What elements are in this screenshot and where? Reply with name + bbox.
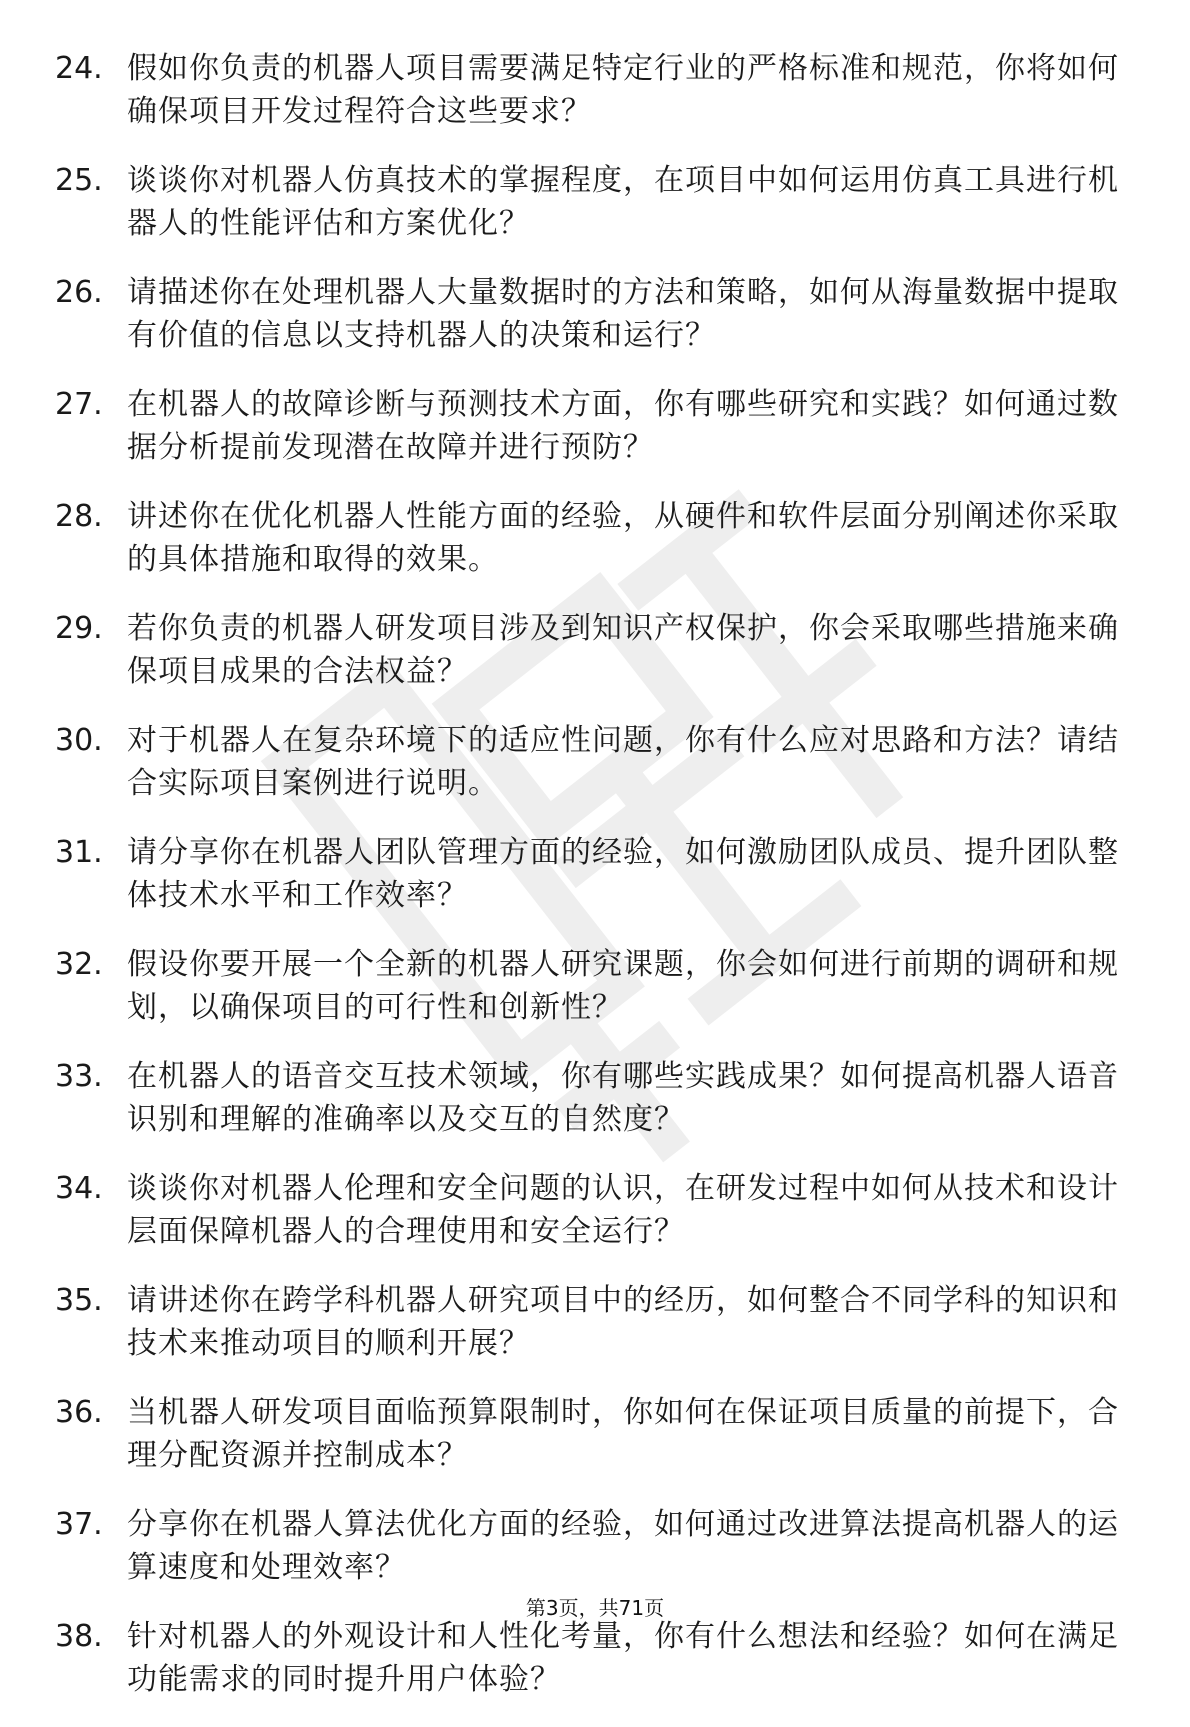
question-item — [55, 943, 1135, 1029]
question-number: 33. — [55, 1059, 103, 1094]
question-text: 当机器人研发项目面临预算限制时，你如何在保证项目质量的前提下，合理分配资源并控制成本？ — [127, 1395, 1119, 1473]
question-number: 25. — [55, 163, 103, 198]
question-text: 假如你负责的机器人项目需要满足特定行业的严格标准和规范，你将如何确保项目开发过程符合这些要求？ — [127, 51, 1119, 129]
question-item — [55, 719, 1135, 805]
question-item — [55, 47, 1135, 133]
question-item — [55, 495, 1135, 581]
question-item — [55, 1279, 1135, 1365]
question-text: 若你负责的机器人研发项目涉及到知识产权保护，你会采取哪些措施来确保项目成果的合法权益？ — [127, 611, 1119, 689]
question-text: 对于机器人在复杂环境下的适应性问题，你有什么应对思路和方法？请结合实际项目案例进行说明。 — [127, 723, 1119, 801]
question-text: 谈谈你对机器人仿真技术的掌握程度，在项目中如何运用仿真工具进行机器人的性能评估和方案优化？ — [127, 163, 1119, 241]
question-text: 假设你要开展一个全新的机器人研究课题，你会如何进行前期的调研和规划，以确保项目的可行性和创新性？ — [127, 947, 1119, 1025]
question-number: 28. — [55, 499, 103, 534]
question-text: 请讲述你在跨学科机器人研究项目中的经历，如何整合不同学科的知识和技术来推动项目的顺利开展？ — [127, 1283, 1119, 1361]
question-text: 谈谈你对机器人伦理和安全问题的认识，在研发过程中如何从技术和设计层面保障机器人的合理使用和安全运行？ — [127, 1171, 1119, 1249]
question-item — [55, 831, 1135, 917]
question-number: 26. — [55, 275, 103, 310]
question-text: 针对机器人的外观设计和人性化考量，你有什么想法和经验？如何在满足功能需求的同时提升用户体验？ — [127, 1619, 1119, 1697]
page-footer: 第3页，共71页 — [525, 1596, 665, 1620]
question-item — [55, 1391, 1135, 1477]
question-item — [55, 1503, 1135, 1589]
question-item — [55, 1615, 1135, 1701]
question-text: 分享你在机器人算法优化方面的经验，如何通过改进算法提高机器人的运算速度和处理效率？ — [127, 1507, 1119, 1585]
question-text: 在机器人的语音交互技术领域，你有哪些实践成果？如何提高机器人语音识别和理解的准确率以及交互的自然度？ — [127, 1059, 1119, 1137]
question-text: 讲述你在优化机器人性能方面的经验，从硬件和软件层面分别阐述你采取的具体措施和取得的效果。 — [127, 499, 1119, 577]
question-item — [55, 1167, 1135, 1253]
question-number: 34. — [55, 1171, 103, 1206]
question-item — [55, 383, 1135, 469]
question-item — [55, 271, 1135, 357]
question-text: 在机器人的故障诊断与预测技术方面，你有哪些研究和实践？如何通过数据分析提前发现潜在故障并进行预防？ — [127, 387, 1119, 465]
question-number: 38. — [55, 1619, 103, 1654]
question-number: 37. — [55, 1507, 103, 1542]
question-number: 24. — [55, 51, 103, 86]
question-item — [55, 159, 1135, 245]
question-list — [55, 47, 1135, 1727]
question-number: 31. — [55, 835, 103, 870]
question-text: 请分享你在机器人团队管理方面的经验，如何激励团队成员、提升团队整体技术水平和工作效率？ — [127, 835, 1119, 913]
question-number: 32. — [55, 947, 103, 982]
question-number: 30. — [55, 723, 103, 758]
question-number: 36. — [55, 1395, 103, 1430]
question-item — [55, 607, 1135, 693]
question-item — [55, 1055, 1135, 1141]
question-number: 29. — [55, 611, 103, 646]
question-number: 35. — [55, 1283, 103, 1318]
question-text: 请描述你在处理机器人大量数据时的方法和策略，如何从海量数据中提取有价值的信息以支持机器人的决策和运行？ — [127, 275, 1119, 353]
question-number: 27. — [55, 387, 103, 422]
